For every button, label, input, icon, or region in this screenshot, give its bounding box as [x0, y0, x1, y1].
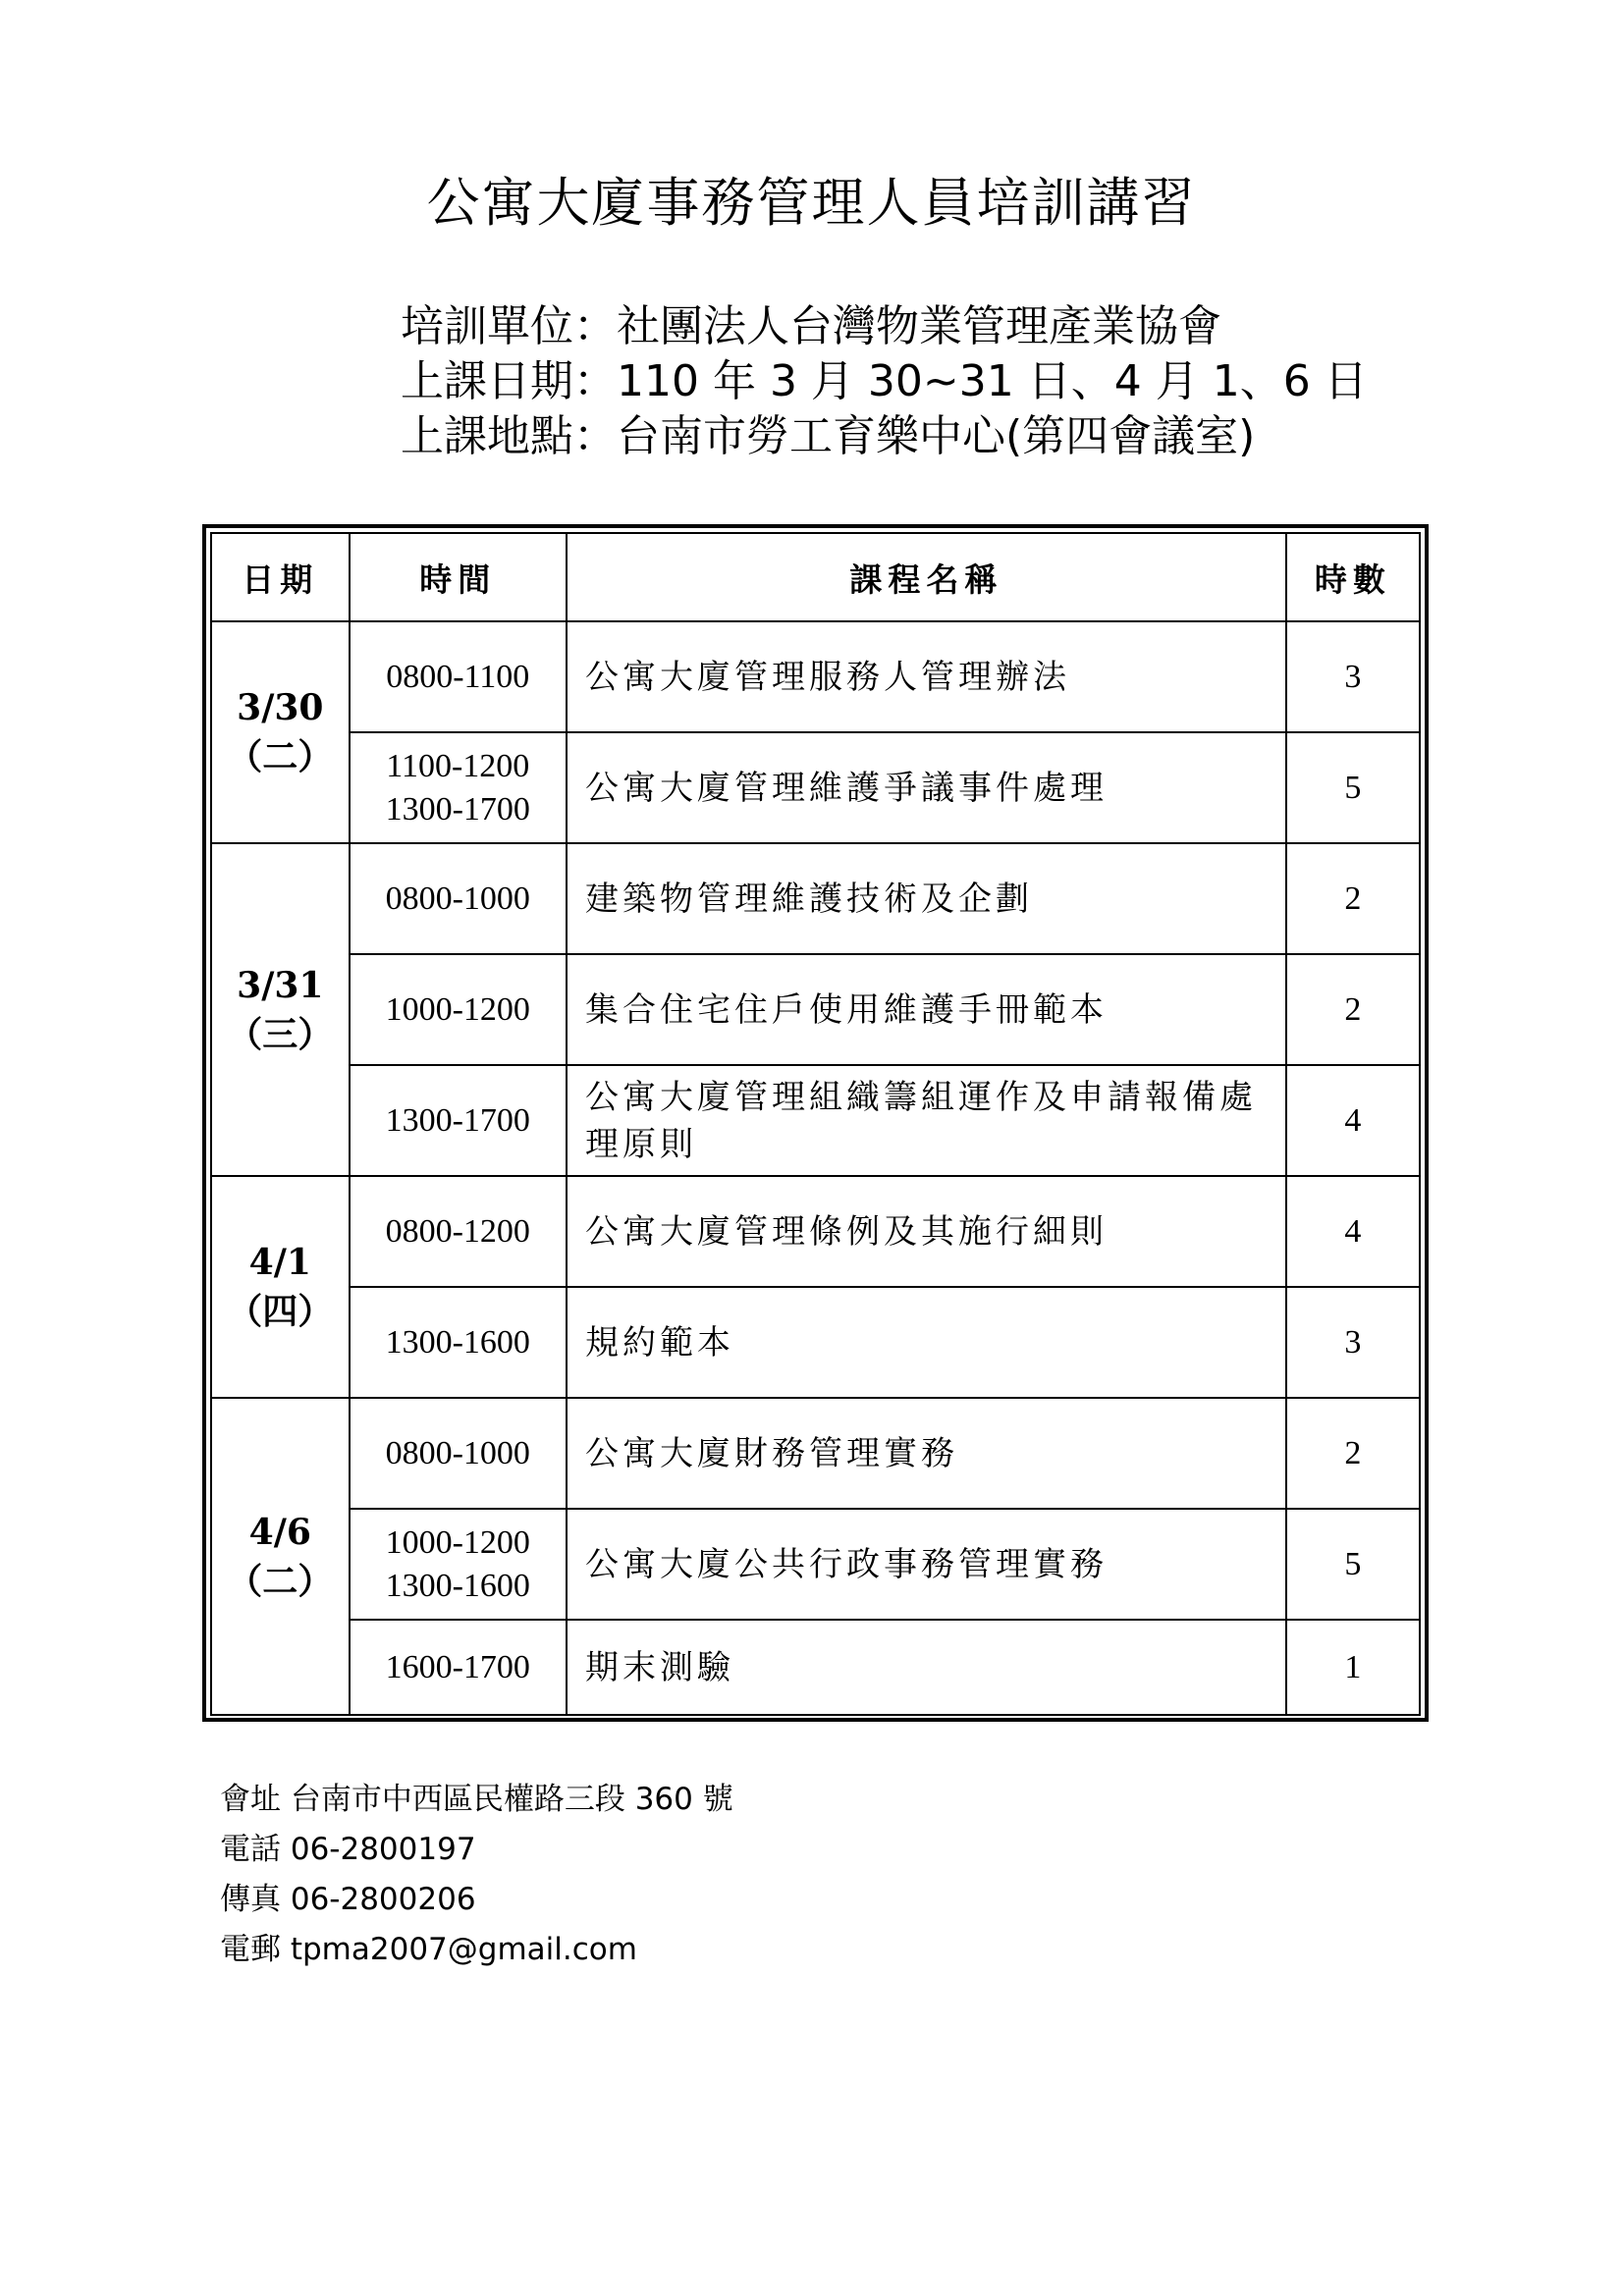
time-range: 1300-1600 [385, 1323, 530, 1361]
table-row [211, 732, 1420, 843]
schedule-table [210, 532, 1421, 1716]
time-cell [350, 621, 567, 732]
footer-phone: 電話 06-2800197 [220, 1832, 476, 1867]
hours-cell: 2 [1286, 954, 1420, 1065]
schedule-table-frame [202, 524, 1429, 1722]
time-range: 1600-1700 [385, 1648, 530, 1685]
time-range: 1300-1700 [385, 1101, 530, 1139]
time-cell [350, 954, 567, 1065]
header-time: 時間 [350, 533, 567, 621]
time-range: 1000-1200 [385, 990, 530, 1028]
time-range: 1000-1200 [385, 1523, 530, 1561]
time-cell [350, 1509, 567, 1620]
training-unit: 培訓單位：社團法人台灣物業管理產業協會 [401, 301, 1221, 351]
header-course: 課程名稱 [567, 533, 1286, 621]
schedule-body [211, 621, 1420, 1715]
time-range: 0800-1000 [385, 880, 530, 917]
time-range: 1100-1200 [386, 747, 530, 784]
date-cell [211, 1398, 350, 1715]
time-cell [350, 1287, 567, 1398]
course-name-cell: 期末測驗 [567, 1620, 1286, 1715]
course-name-cell: 公寓大廈管理維護爭議事件處理 [567, 732, 1286, 843]
date-cell [211, 843, 350, 1176]
time-cell [350, 1398, 567, 1509]
time-range: 0800-1200 [385, 1212, 530, 1250]
table-header-row [211, 533, 1420, 621]
course-name-cell: 公寓大廈管理服務人管理辦法 [567, 621, 1286, 732]
header-hours: 時數 [1286, 533, 1420, 621]
hours-cell: 3 [1286, 1287, 1420, 1398]
course-name-cell: 公寓大廈公共行政事務管理實務 [567, 1509, 1286, 1620]
course-name-cell: 建築物管理維護技術及企劃 [567, 843, 1286, 954]
date-label: 3/30 [237, 687, 324, 728]
time-cell [350, 843, 567, 954]
header-date: 日期 [211, 533, 350, 621]
hours-cell: 1 [1286, 1620, 1420, 1715]
time-cell [350, 1176, 567, 1287]
date-label: 4/6 [248, 1511, 311, 1553]
hours-cell: 2 [1286, 843, 1420, 954]
weekday-label: （二） [227, 736, 334, 777]
time-range: 0800-1100 [386, 658, 530, 695]
course-location: 上課地點：台南市勞工育樂中心(第四會議室) [401, 411, 1256, 461]
table-row [211, 621, 1420, 732]
footer-address: 會址 台南市中西區民權路三段 360 號 [220, 1782, 733, 1817]
table-row [211, 843, 1420, 954]
time-cell [350, 732, 567, 843]
hours-cell: 4 [1286, 1065, 1420, 1176]
weekday-label: （二） [227, 1560, 334, 1602]
course-name-cell: 公寓大廈管理條例及其施行細則 [567, 1176, 1286, 1287]
footer-email: 電郵 tpma2007@gmail.com [220, 1932, 637, 1967]
date-label: 3/31 [237, 964, 324, 1006]
time-range: 0800-1000 [385, 1434, 530, 1471]
table-row [211, 1398, 1420, 1509]
time-range: 1300-1700 [385, 790, 530, 828]
hours-cell: 5 [1286, 1509, 1420, 1620]
course-name-cell: 集合住宅住戶使用維護手冊範本 [567, 954, 1286, 1065]
time-cell [350, 1620, 567, 1715]
course-name-cell: 公寓大廈管理組織籌組運作及申請報備處理原則 [567, 1065, 1286, 1176]
hours-cell: 5 [1286, 732, 1420, 843]
date-cell [211, 1176, 350, 1398]
course-name-cell: 公寓大廈財務管理實務 [567, 1398, 1286, 1509]
table-row [211, 1620, 1420, 1715]
weekday-label: （三） [227, 1013, 334, 1055]
course-info [401, 299, 1368, 464]
table-row [211, 1176, 1420, 1287]
hours-cell: 2 [1286, 1398, 1420, 1509]
weekday-label: （四） [227, 1291, 334, 1332]
hours-cell: 4 [1286, 1176, 1420, 1287]
date-label: 4/1 [248, 1242, 311, 1283]
course-dates: 上課日期：110 年 3 月 30~31 日、4 月 1、6 日 [401, 356, 1368, 406]
table-row [211, 1065, 1420, 1176]
course-name-cell: 規約範本 [567, 1287, 1286, 1398]
time-range: 1300-1600 [385, 1567, 530, 1604]
table-row [211, 1287, 1420, 1398]
contact-footer [220, 1775, 733, 1975]
time-cell [350, 1065, 567, 1176]
table-row [211, 1509, 1420, 1620]
page-title: 公寓大廈事務管理人員培訓講習 [426, 172, 1197, 234]
table-row [211, 954, 1420, 1065]
hours-cell: 3 [1286, 621, 1420, 732]
date-cell [211, 621, 350, 843]
footer-fax: 傳真 06-2800206 [220, 1882, 476, 1917]
